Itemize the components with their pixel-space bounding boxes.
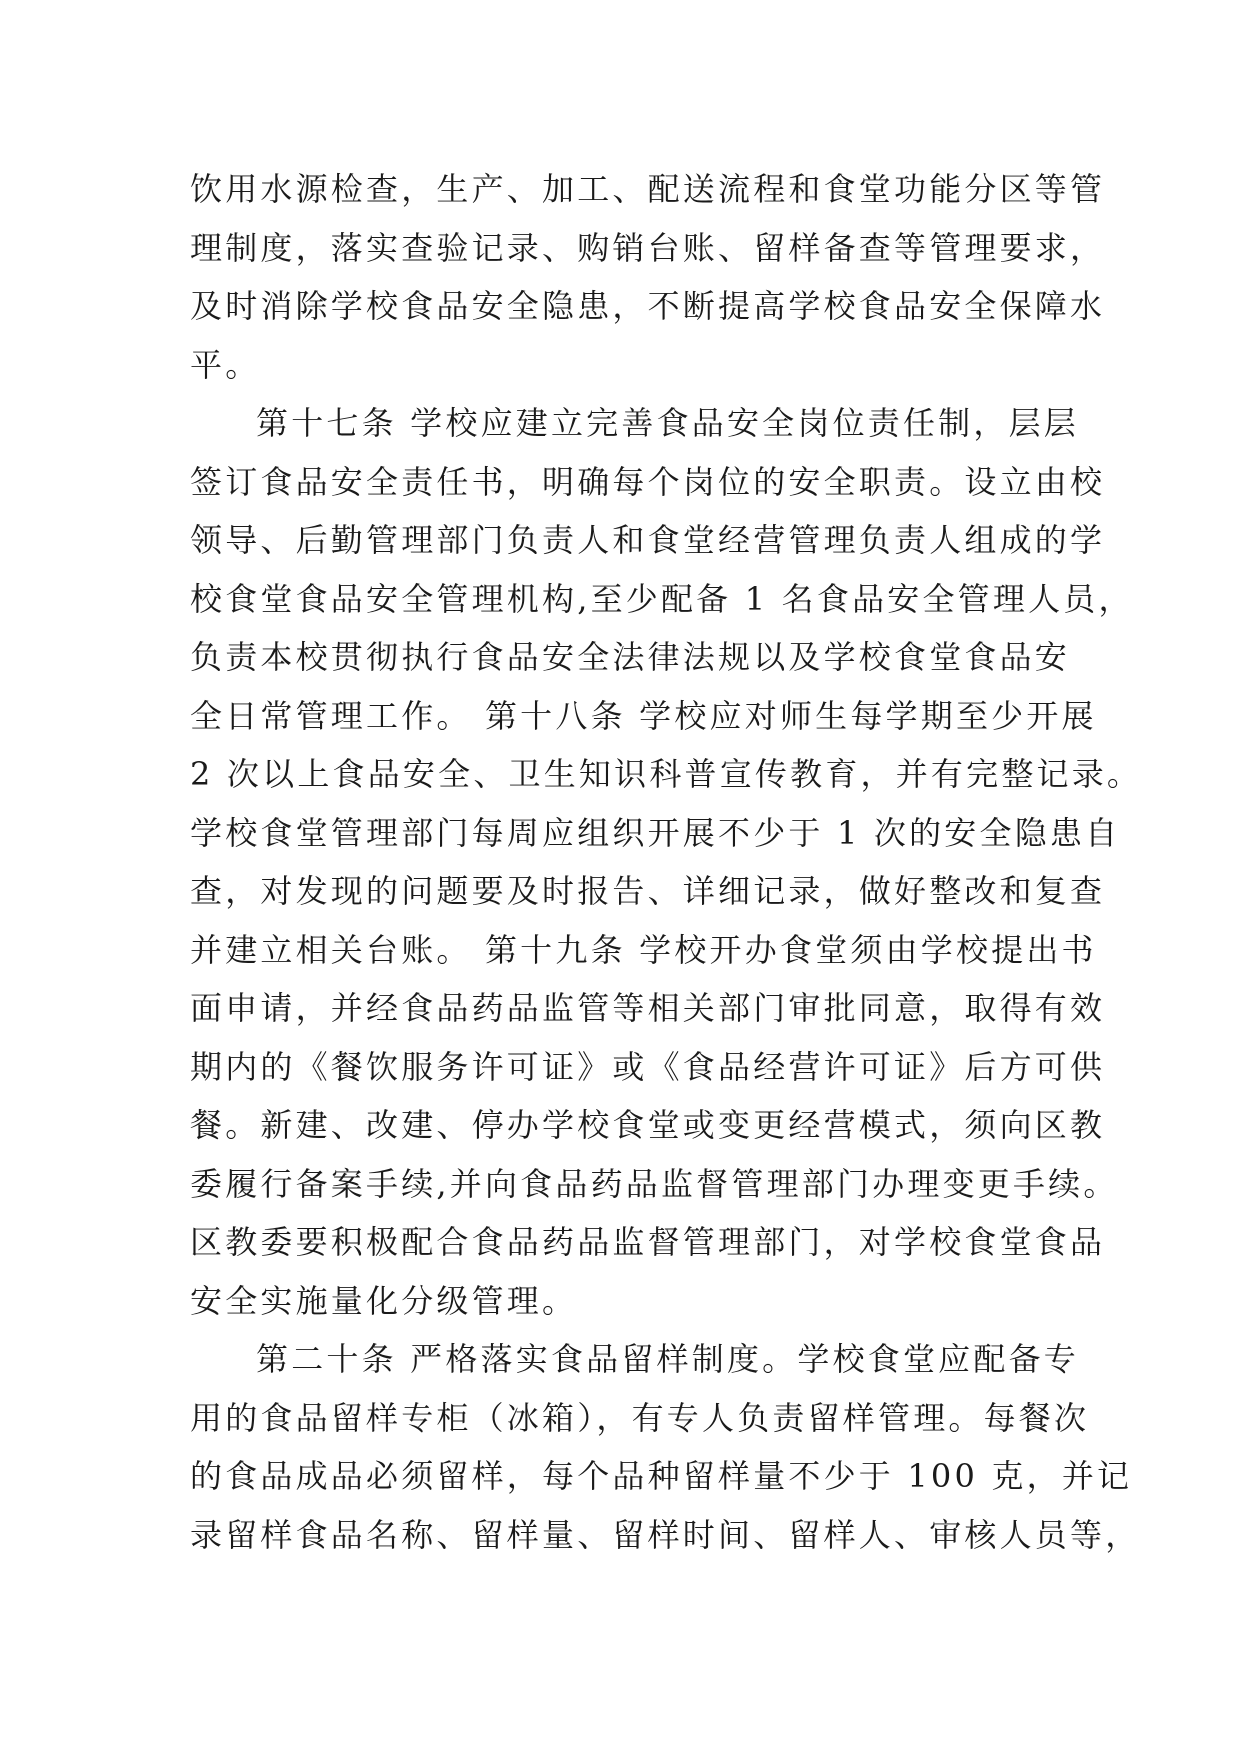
text-line: 安全实施量化分级管理。 bbox=[190, 1281, 578, 1320]
text-line: 领导、后勤管理部门负责人和食堂经营管理负责人组成的学 bbox=[190, 521, 1106, 559]
text-line: 负责本校贯彻执行食品安全法律法规以及学校食堂食品安 bbox=[190, 638, 1071, 676]
text-line: 全日常管理工作。 第十八条 学校应对师生每学期至少开展 bbox=[190, 696, 1097, 735]
text-line: 签订食品安全责任书，明确每个岗位的安全职责。设立由校 bbox=[190, 462, 1106, 501]
text-line: 区教委要积极配合食品药品监督管理部门，对学校食堂食品 bbox=[190, 1223, 1106, 1261]
text-line: 录留样食品名称、留样量、留样时间、留样人、审核人员等， bbox=[190, 1515, 1141, 1554]
text-line: 理制度，落实查验记录、购销台账、留样备查等管理要求， bbox=[190, 228, 1106, 267]
text-line: 餐。新建、改建、停办学校食堂或变更经营模式，须向区教 bbox=[190, 1106, 1106, 1144]
text-line: 期内的《餐饮服务许可证》或《食品经营许可证》后方可供 bbox=[190, 1047, 1106, 1086]
text-line: 饮用水源检查，生产、加工、配送流程和食堂功能分区等管 bbox=[190, 170, 1106, 208]
text-line: 面申请，并经食品药品监管等相关部门审批同意，取得有效 bbox=[190, 989, 1106, 1027]
text-line: 学校食堂管理部门每周应组织开展不少于 1 次的安全隐患自 bbox=[190, 813, 1121, 852]
text-line: 平。 bbox=[190, 345, 261, 384]
document-body bbox=[190, 160, 1143, 1564]
text-line: 2 次以上食品安全、卫生知识科普宣传教育，并有完整记录。 bbox=[190, 755, 1143, 793]
text-line: 第十七条 学校应建立完善食品安全岗位责任制，层层 bbox=[256, 404, 1079, 442]
text-line: 及时消除学校食品安全隐患，不断提高学校食品安全保障水 bbox=[190, 287, 1106, 325]
text-line: 委履行备案手续,并向食品药品监督管理部门办理变更手续。 bbox=[190, 1164, 1119, 1203]
text-line: 用的食品留样专柜（冰箱），有专人负责留样管理。每餐次 bbox=[190, 1398, 1090, 1437]
text-line: 查，对发现的问题要及时报告、详细记录，做好整改和复查 bbox=[190, 872, 1106, 910]
text-line: 的食品成品必须留样，每个品种留样量不少于 100 克，并记 bbox=[190, 1457, 1133, 1495]
text-line: 并建立相关台账。 第十九条 学校开办食堂须由学校提出书 bbox=[190, 930, 1097, 969]
text-line: 校食堂食品安全管理机构,至少配备 1 名食品安全管理人员， bbox=[190, 579, 1134, 618]
text-line: 第二十条 严格落实食品留样制度。学校食堂应配备专 bbox=[256, 1340, 1079, 1378]
